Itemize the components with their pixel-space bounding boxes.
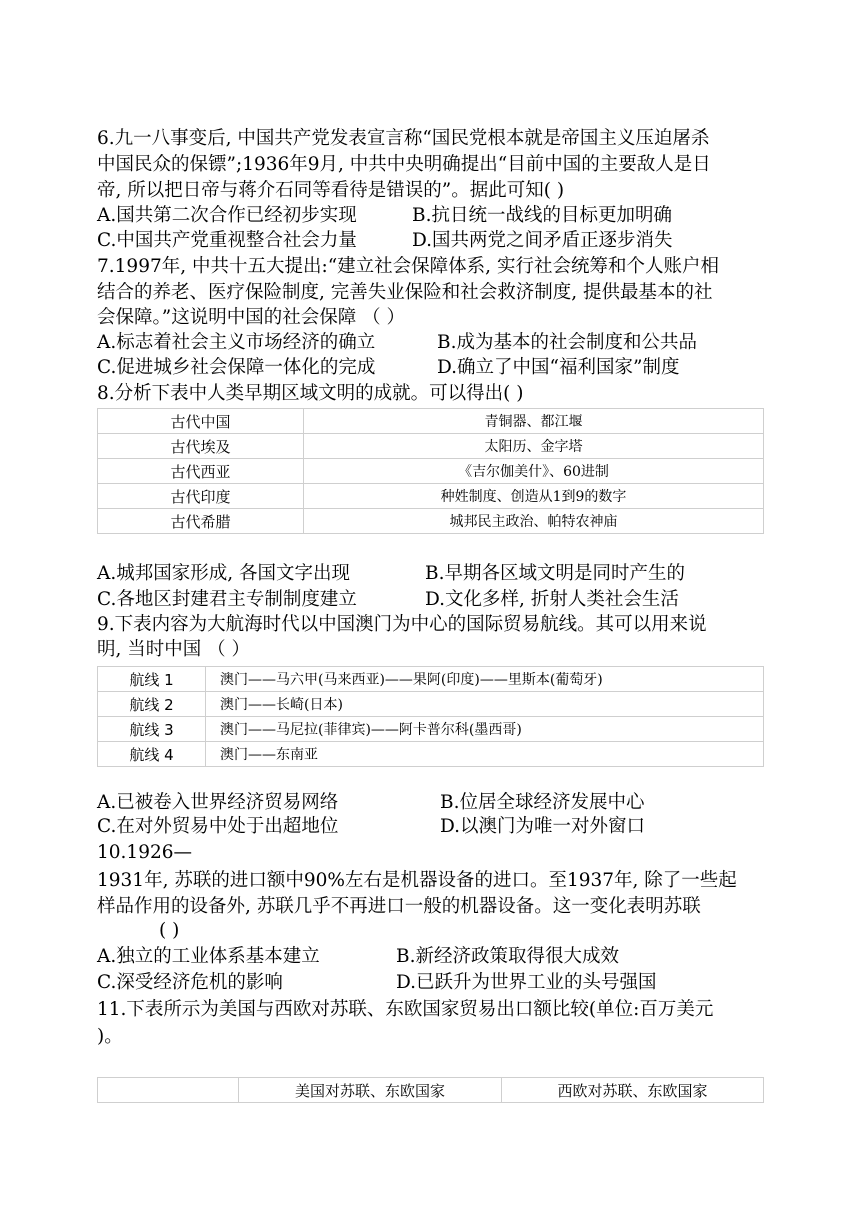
q10-option-b: B.新经济政策取得很大成效 (396, 946, 619, 967)
table-cell: 古代西亚 (98, 459, 304, 484)
table-row (98, 434, 764, 459)
table-row (98, 667, 764, 692)
table-cell: 种姓制度、创造从1到9的数字 (304, 484, 764, 509)
q8-option-d: D.文化多样, 折射人类社会生活 (425, 589, 679, 610)
table-cell: 古代埃及 (98, 434, 304, 459)
q10-option-c: C.深受经济危机的影响 (97, 972, 283, 993)
q8-option-a: A.城邦国家形成, 各国文字出现 (97, 563, 351, 584)
export-comparison-table (97, 1077, 764, 1103)
q7-stem-line-2: 结合的养老、医疗保险制度, 完善失业保险和社会救济制度, 提供最基本的社 (97, 282, 713, 303)
q6-option-b: B.抗日统一战线的目标更加明确 (412, 205, 672, 226)
q6-stem-line-1: 6.九一八事变后, 中国共产党发表宣言称“国民党根本就是帝国主义压迫屠杀 (97, 128, 710, 149)
table-row (98, 692, 764, 717)
q9-option-c: C.在对外贸易中处于出超地位 (97, 816, 339, 837)
q6-option-a: A.国共第二次合作已经初步实现 (97, 205, 357, 226)
table-cell: 古代中国 (98, 409, 304, 434)
table-header-cell (98, 1078, 239, 1103)
q9-stem-line-2: 明, 当时中国 （ ） (97, 639, 251, 660)
table-row (98, 717, 764, 742)
q7-option-a: A.标志着社会主义市场经济的确立 (97, 332, 376, 353)
q7-option-c: C.促进城乡社会保障一体化的完成 (97, 357, 376, 378)
table-cell: 澳门——东南亚 (206, 742, 764, 767)
q10-option-d: D.已跃升为世界工业的头号强国 (396, 972, 657, 993)
table-cell: 古代希腊 (98, 509, 304, 534)
q10-option-a: A.独立的工业体系基本建立 (97, 946, 320, 967)
table-cell: 航线 3 (98, 717, 206, 742)
table-row (98, 409, 764, 434)
q11-stem-line-1: 11.下表所示为美国与西欧对苏联、东欧国家贸易出口额比较(单位:百万美元 (97, 999, 714, 1020)
table-cell: 澳门——马六甲(马来西亚)——果阿(印度)——里斯本(葡萄牙) (206, 667, 764, 692)
table-cell: 澳门——长崎(日本) (206, 692, 764, 717)
q9-option-b: B.位居全球经济发展中心 (440, 792, 645, 813)
q10-stem-line-2: 1931年, 苏联的进口额中90%左右是机器设备的进口。至1937年, 除了一些起 (97, 870, 737, 891)
table-header-cell: 西欧对苏联、东欧国家 (502, 1078, 764, 1103)
table-cell: 《吉尔伽美什》、60进制 (304, 459, 764, 484)
trade-route-table (97, 666, 764, 767)
q6-option-c: C.中国共产党重视整合社会力量 (97, 230, 357, 251)
table-cell: 城邦民主政治、帕特农神庙 (304, 509, 764, 534)
q6-stem-line-3: 帝, 所以把日帝与蒋介石同等看待是错误的”。据此可知( ) (97, 180, 565, 201)
table-cell: 航线 2 (98, 692, 206, 717)
table-row (98, 509, 764, 534)
civilization-table (97, 408, 764, 534)
q7-stem-line-3: 会保障。”这说明中国的社会保障 （ ） (97, 307, 405, 328)
q10-stem-line-1: 10.1926— (97, 842, 193, 863)
q6-stem-line-2: 中国民众的保镖”;1936年9月, 中共中央明确提出“目前中国的主要敌人是日 (97, 154, 711, 175)
q8-stem: 8.分析下表中人类早期区域文明的成就。可以得出( ) (97, 383, 524, 404)
q9-option-a: A.已被卷入世界经济贸易网络 (97, 792, 339, 813)
table-cell: 澳门——马尼拉(菲律宾)——阿卡普尔科(墨西哥) (206, 717, 764, 742)
table-cell: 青铜器、都江堰 (304, 409, 764, 434)
q7-stem-line-1: 7.1997年, 中共十五大提出:“建立社会保障体系, 实行社会统筹和个人账户相 (97, 256, 719, 277)
table-cell: 古代印度 (98, 484, 304, 509)
q7-option-d: D.确立了中国“福利国家”制度 (437, 357, 680, 378)
table-header-row (98, 1078, 764, 1103)
table-cell: 太阳历、金字塔 (304, 434, 764, 459)
q7-option-b: B.成为基本的社会制度和公共品 (437, 332, 697, 353)
table-header-cell: 美国对苏联、东欧国家 (239, 1078, 502, 1103)
table-cell: 航线 4 (98, 742, 206, 767)
q9-option-d: D.以澳门为唯一对外窗口 (440, 816, 646, 837)
q8-option-b: B.早期各区域文明是同时产生的 (425, 563, 685, 584)
q10-stem-line-4: ( ) (159, 920, 180, 941)
table-cell: 航线 1 (98, 667, 206, 692)
table-row (98, 742, 764, 767)
q10-stem-line-3: 样品作用的设备外, 苏联几乎不再进口一般的机器设备。这一变化表明苏联 (97, 896, 701, 917)
q8-option-c: C.各地区封建君主专制制度建立 (97, 589, 357, 610)
q11-stem-line-2: )。 (97, 1026, 123, 1047)
table-row (98, 484, 764, 509)
table-row (98, 459, 764, 484)
q9-stem-line-1: 9.下表内容为大航海时代以中国澳门为中心的国际贸易航线。其可以用来说 (97, 614, 707, 635)
q6-option-d: D.国共两党之间矛盾正逐步消失 (412, 230, 673, 251)
